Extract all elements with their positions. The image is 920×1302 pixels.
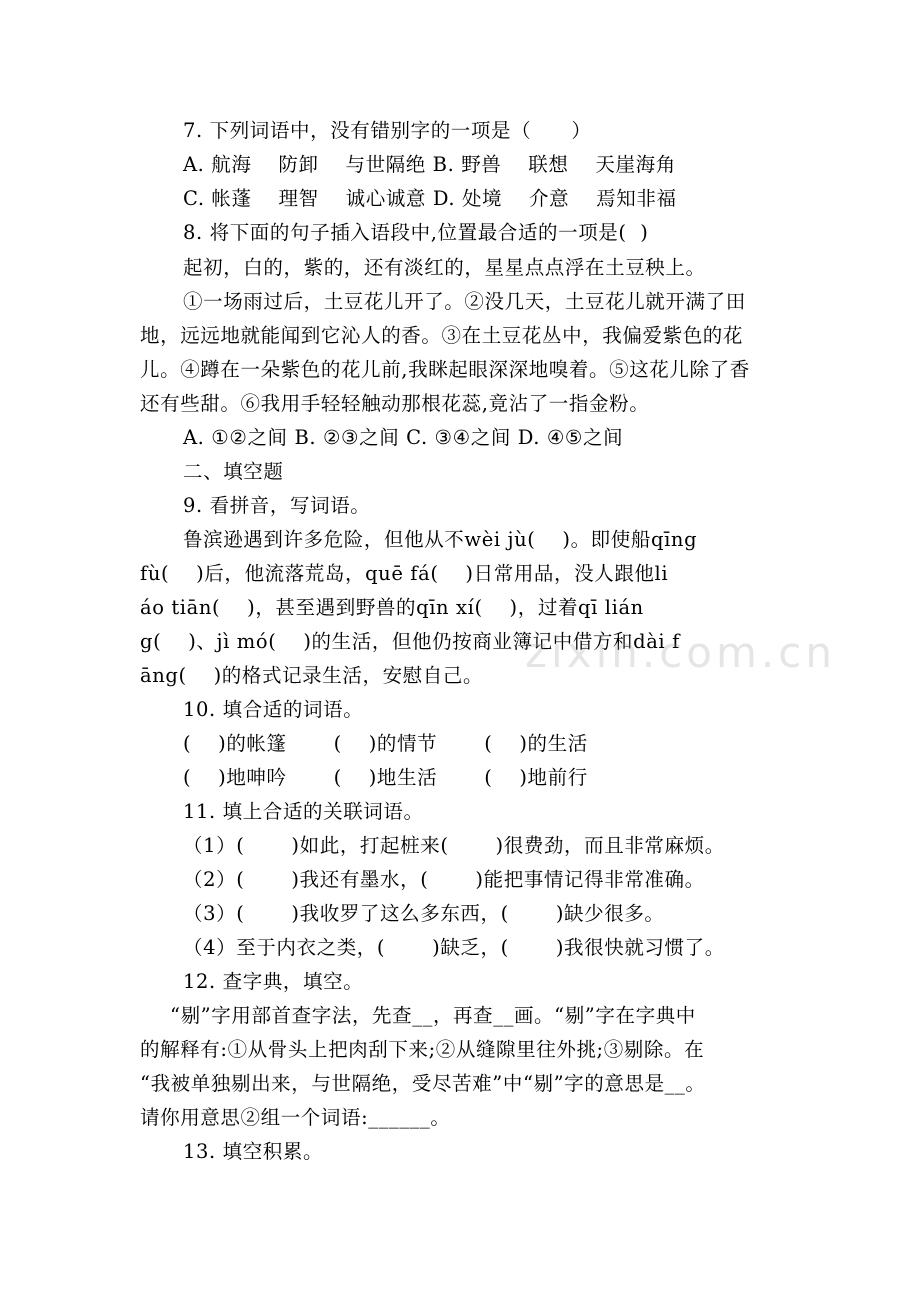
- q7-options-ab: A. 航海 防卸 与世隔绝 B. 野兽 联想 天崖海角: [183, 153, 676, 176]
- q9-stem: 9. 看拼音，写词语。: [183, 494, 371, 517]
- q9-line: áo tiān( )，甚至遇到野兽的qīn xí( )，过着qī lián: [140, 596, 644, 619]
- q10-stem: 10. 填合适的词语。: [183, 698, 364, 721]
- q8-passage-line: ①一场雨过后，土豆花儿开了。②没几天，土豆花儿就开满了田: [183, 290, 746, 313]
- watermark: zixin.com.cn: [525, 628, 836, 677]
- q8-passage-line: 地，远远地就能闻到它沁人的香。③在土豆花丛中，我偏爱紫色的花: [140, 324, 744, 347]
- q11-item: （2）( )我还有墨水，( )能把事情记得非常准确。: [183, 868, 705, 891]
- q8-passage-line: 还有些甜。⑥我用手轻轻触动那根花蕊,竟沾了一指金粉。: [140, 392, 650, 415]
- q9-line: 鲁滨逊遇到许多危险，但他从不wèi jù( )。即使船qīng: [183, 528, 698, 551]
- q12-line: 的解释有:①从骨头上把肉刮下来;②从缝隙里往外挑;③剔除。在: [140, 1038, 705, 1061]
- section-heading: 二、填空题: [183, 460, 284, 483]
- q8-passage-line: 儿。④蹲在一朵紫色的花儿前,我眯起眼深深地嗅着。⑤这花儿除了香: [140, 358, 750, 381]
- q12-line: “剔”字用部首查字法，先查__，再查__画。“剔”字在字典中: [170, 1004, 696, 1027]
- q8-sentence: 起初，白的，紫的，还有淡红的，星星点点浮在土豆秧上。: [183, 256, 706, 279]
- q9-line: g( )、jì mó( )的生活，但他仍按商业簿记中借方和dài f: [140, 630, 680, 653]
- q8-stem: 8. 将下面的句子插入语段中,位置最合适的一项是( ): [183, 221, 649, 244]
- q13-stem: 13. 填空积累。: [183, 1140, 324, 1163]
- q9-line: āng( )的格式记录生活，安慰自己。: [140, 664, 484, 687]
- q11-item: （4）至于内衣之类，( )缺乏，( )我很快就习惯了。: [183, 936, 725, 959]
- q7-options-cd: C. 帐蓬 理智 诚心诚意 D. 处境 介意 焉知非福: [183, 187, 677, 210]
- q12-line: 请你用意思②组一个词语:______。: [140, 1106, 451, 1129]
- q10-row: ( )地呻吟 ( )地生活 ( )地前行: [183, 766, 588, 789]
- q10-row: ( )的帐篷 ( )的情节 ( )的生活: [183, 732, 588, 755]
- q12-stem: 12. 查字典，填空。: [183, 970, 364, 993]
- q11-item: （1）( )如此，打起桩来( )很费劲，而且非常麻烦。: [183, 834, 725, 857]
- q7-stem: 7. 下列词语中，没有错别字的一项是（ ）: [183, 119, 592, 142]
- q12-line: “我被单独剔出来，与世隔绝，受尽苦难”中“剔”字的意思是__。: [140, 1072, 706, 1095]
- q11-item: （3）( )我收罗了这么多东西，( )缺少很多。: [183, 902, 665, 925]
- q8-options: A. ①②之间 B. ②③之间 C. ③④之间 D. ④⑤之间: [183, 426, 624, 449]
- q9-line: fù( )后，他流落荒岛，quē fá( )日常用品，没人跟他li: [140, 562, 669, 585]
- q11-stem: 11. 填上合适的关联词语。: [183, 800, 424, 823]
